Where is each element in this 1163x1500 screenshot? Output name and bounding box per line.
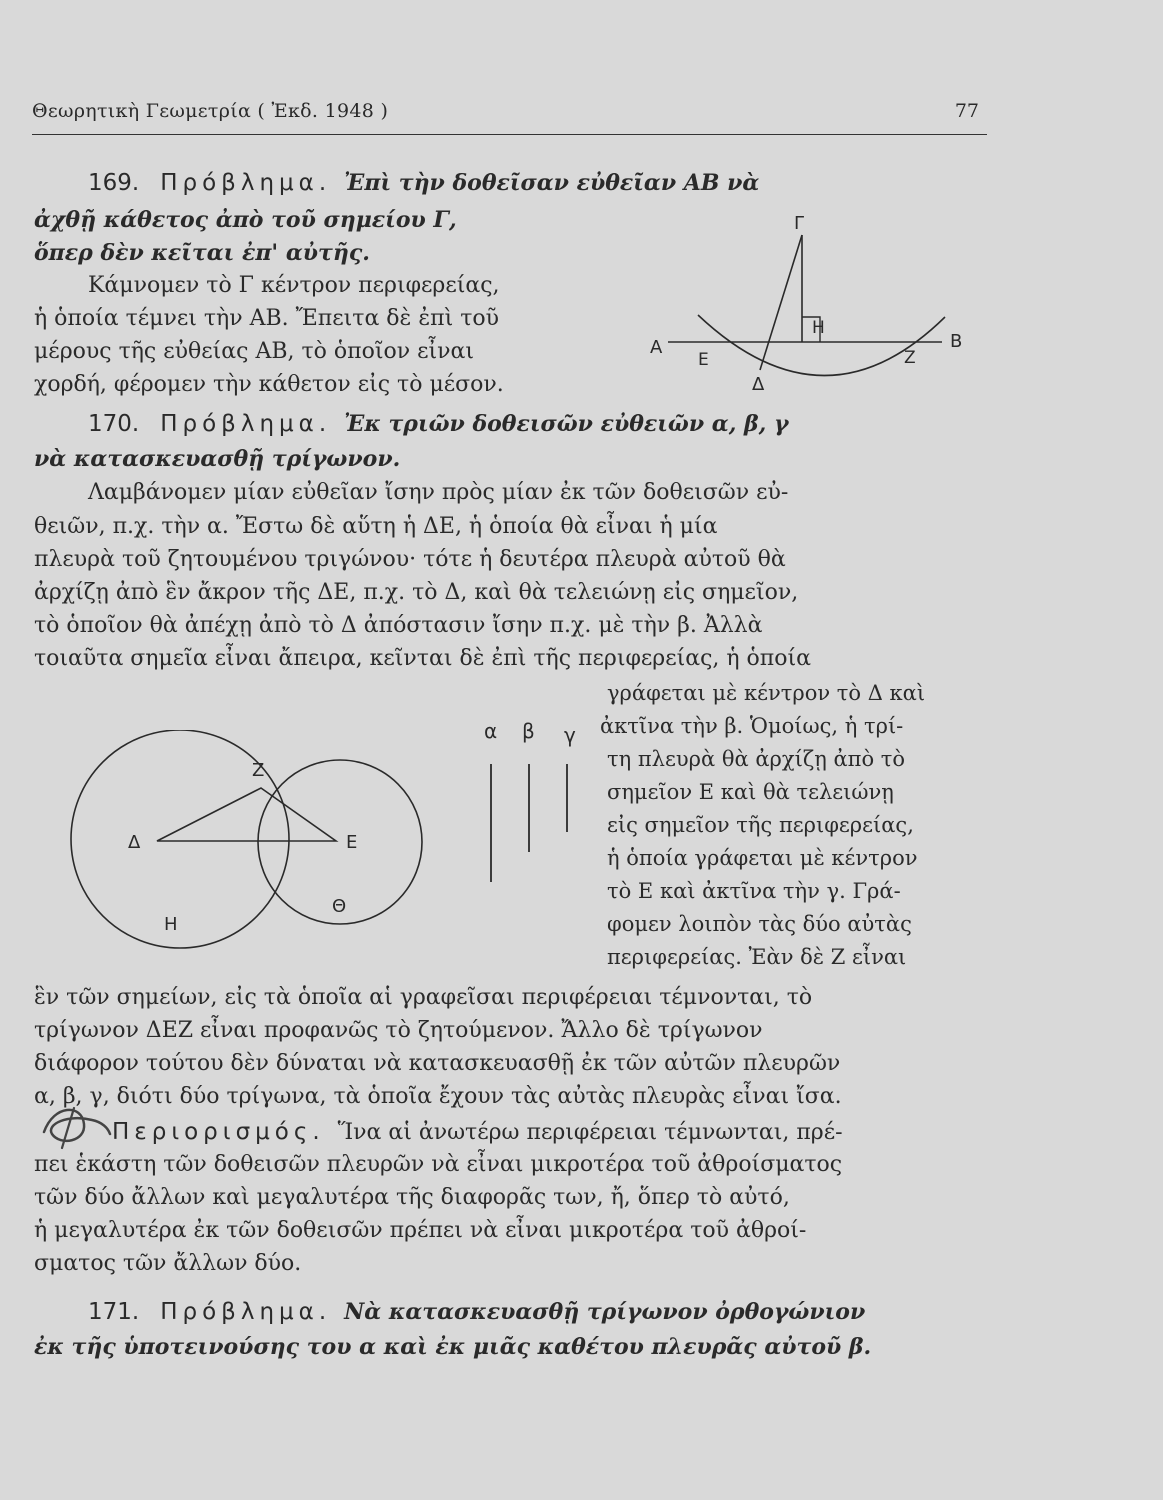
problem-169-heading [88,170,759,196]
figure-169-label-h: H [812,318,825,338]
figure-169-label-z: Z [904,348,916,368]
problem-170-body-line: διάφορον τούτου δὲν δύναται νὰ κατασκευασθῇ ἐκ τῶν αὐτῶν πλευρῶν [34,1051,841,1076]
page-header [32,100,987,135]
figure-170-two-circles [40,730,470,950]
problem-170-narrow-line: φομεν λοιπὸν τὰς δύο αὐτὰς [607,912,912,936]
problem-170-body-line: ἀρχίζῃ ἀπὸ ἓν ἄκρον τῆς ΔΕ, π.χ. τὸ Δ, καὶ θὰ τελειώνῃ εἰς σημεῖον, [34,580,799,605]
problem-171-heading [88,1299,865,1325]
problem-170-label: Πρόβλημα. [160,411,332,437]
problem-171-statement-line2: ἐκ τῆς ὑποτεινούσης του α καὶ ἐκ μιᾶς καθέτου πλευρᾶς αὐτοῦ β. [34,1334,872,1360]
problem-170-narrow-line: τὸ E καὶ ἀκτῖνα τὴν γ. Γρά- [607,879,901,903]
segment-label-alpha: α [484,719,498,743]
figure-169-label-e: E [698,350,709,370]
segment-label-beta: β [522,719,535,743]
limitation-line1: Ἵνα αἱ ἀνωτέρω περιφέρειαι τέμνωνται, πρέ- [337,1120,843,1145]
problem-170-narrow-line: περιφερείας. Ἐὰν δὲ Z εἶναι [607,945,907,969]
problem-169-number: 169. [88,170,140,196]
problem-170-statement-line1: Ἐκ τριῶν δοθεισῶν εὐθειῶν α, β, γ [344,411,789,437]
limitation-line: πει ἑκάστη τῶν δοθεισῶν πλευρῶν νὰ εἶναι μικροτέρα τοῦ ἀθροίσματος [34,1152,843,1177]
problem-171-statement-line1: Νὰ κατασκευασθῇ τρίγωνον ὀρθογώνιον [344,1299,866,1325]
figure-169-label-a: A [650,337,663,358]
problem-170-body-line: Λαμβάνομεν μίαν εὐθεῖαν ἴσην πρὸς μίαν ἐκ τῶν δοθεισῶν εὐ- [88,480,789,505]
page-number: 77 [954,100,979,122]
running-title: Θεωρητικὴ Γεωμετρία ( Ἐκδ. 1948 ) [32,100,389,122]
problem-170-narrow-line: ἡ ὁποία γράφεται μὲ κέντρον [607,846,918,870]
problem-170-body-line: θειῶν, π.χ. τὴν α. Ἔστω δὲ αὕτη ἡ ΔΕ, ἡ ὁποία θὰ εἶναι ἡ μία [34,514,718,539]
figure-169-label-g: Γ [794,213,805,234]
problem-169-label: Πρόβλημα. [160,170,332,196]
problem-170-body-line: τοιαῦτα σημεῖα εἶναι ἄπειρα, κεῖνται δὲ ἐπὶ τῆς περιφερείας, ἡ ὁποία [34,646,811,671]
figure-170-triangle-dez [157,788,336,841]
problem-169-statement-line3: ὅπερ δὲν κεῖται ἐπ' αὐτῆς. [34,240,370,266]
figure-170-label-e: E [346,832,358,853]
handwritten-mark [34,1094,114,1154]
problem-170-narrow-line: σημεῖον E καὶ θὰ τελειώνῃ [607,780,894,804]
problem-169-body-line: χορδή, φέρομεν τὴν κάθετον εἰς τὸ μέσον. [34,372,504,397]
problem-169-body-line: Κάμνομεν τὸ Γ κέντρον περιφερείας, [88,273,500,298]
problem-170-body-line: τρίγωνον ΔEZ εἶναι προφανῶς τὸ ζητούμενον. Ἄλλο δὲ τρίγωνον [34,1018,763,1043]
limitation-line: ἡ μεγαλυτέρα ἐκ τῶν δοθεισῶν πρέπει νὰ εἶναι μικροτέρα τοῦ ἀθροί- [34,1218,807,1243]
problem-170-narrow-line: γράφεται μὲ κέντρον τὸ Δ καὶ [607,681,926,705]
figure-170-given-segments [478,712,588,892]
segment-label-gamma: γ [564,723,576,747]
limitation-heading [112,1119,843,1145]
figure-169-segment-gd [760,235,802,370]
problem-170-narrow-line: τη πλευρὰ θὰ ἀρχίζῃ ἀπὸ τὸ [607,747,906,771]
figure-170-label-h: H [164,914,178,935]
figure-169-perpendicular [640,205,980,400]
problem-170-body-line: ἓν τῶν σημείων, εἰς τὰ ὁποῖα αἱ γραφεῖσαι περιφέρειαι τέμνονται, τὸ [34,985,813,1010]
figure-170-label-z: Z [252,760,265,781]
problem-169-statement-line2: ἀχθῇ κάθετος ἀπὸ τοῦ σημείου Γ, [34,207,457,233]
limitation-line: τῶν δύο ἄλλων καὶ μεγαλυτέρα τῆς διαφορᾶς των, ἤ, ὅπερ τὸ αὐτό, [34,1185,790,1210]
problem-170-body-line: πλευρὰ τοῦ ζητουμένου τριγώνου· τότε ἡ δευτέρα πλευρὰ αὐτοῦ θὰ [34,547,786,572]
limitation-line: σματος τῶν ἄλλων δύο. [34,1251,302,1276]
problem-170-body-line: α, β, γ, διότι δύο τρίγωνα, τὰ ὁποῖα ἔχουν τὰς αὐτὰς πλευρὰς εἶναι ἴσα. [34,1084,842,1109]
problem-169-body-line: ἡ ὁποία τέμνει τὴν AB. Ἔπειτα δὲ ἐπὶ τοῦ [34,306,500,331]
problem-170-narrow-line: ἀκτῖνα τὴν β. Ὁμοίως, ἡ τρί- [600,714,904,738]
limitation-label: Περιορισμός. [112,1119,325,1145]
figure-170-label-d: Δ [128,832,141,853]
figure-170-label-theta: Θ [332,896,347,917]
problem-170-heading [88,411,789,437]
figure-169-label-d: Δ [752,374,765,395]
problem-171-label: Πρόβλημα. [160,1299,332,1325]
figure-169-label-b: B [950,331,963,352]
problem-169-statement-line1: Ἐπὶ τὴν δοθεῖσαν εὐθεῖαν AB νὰ [344,170,760,196]
problem-170-narrow-line: εἰς σημεῖον τῆς περιφερείας, [607,813,914,837]
problem-169-body-line: μέρους τῆς εὐθείας AB, τὸ ὁποῖον εἶναι [34,339,474,364]
problem-170-body-line: τὸ ὁποῖον θὰ ἀπέχῃ ἀπὸ τὸ Δ ἀπόστασιν ἴσην π.χ. μὲ τὴν β. Ἀλλὰ [34,613,763,638]
problem-170-statement-line2: νὰ κατασκευασθῇ τρίγωνον. [34,446,401,472]
problem-171-number: 171. [88,1299,140,1325]
problem-170-number: 170. [88,411,140,437]
